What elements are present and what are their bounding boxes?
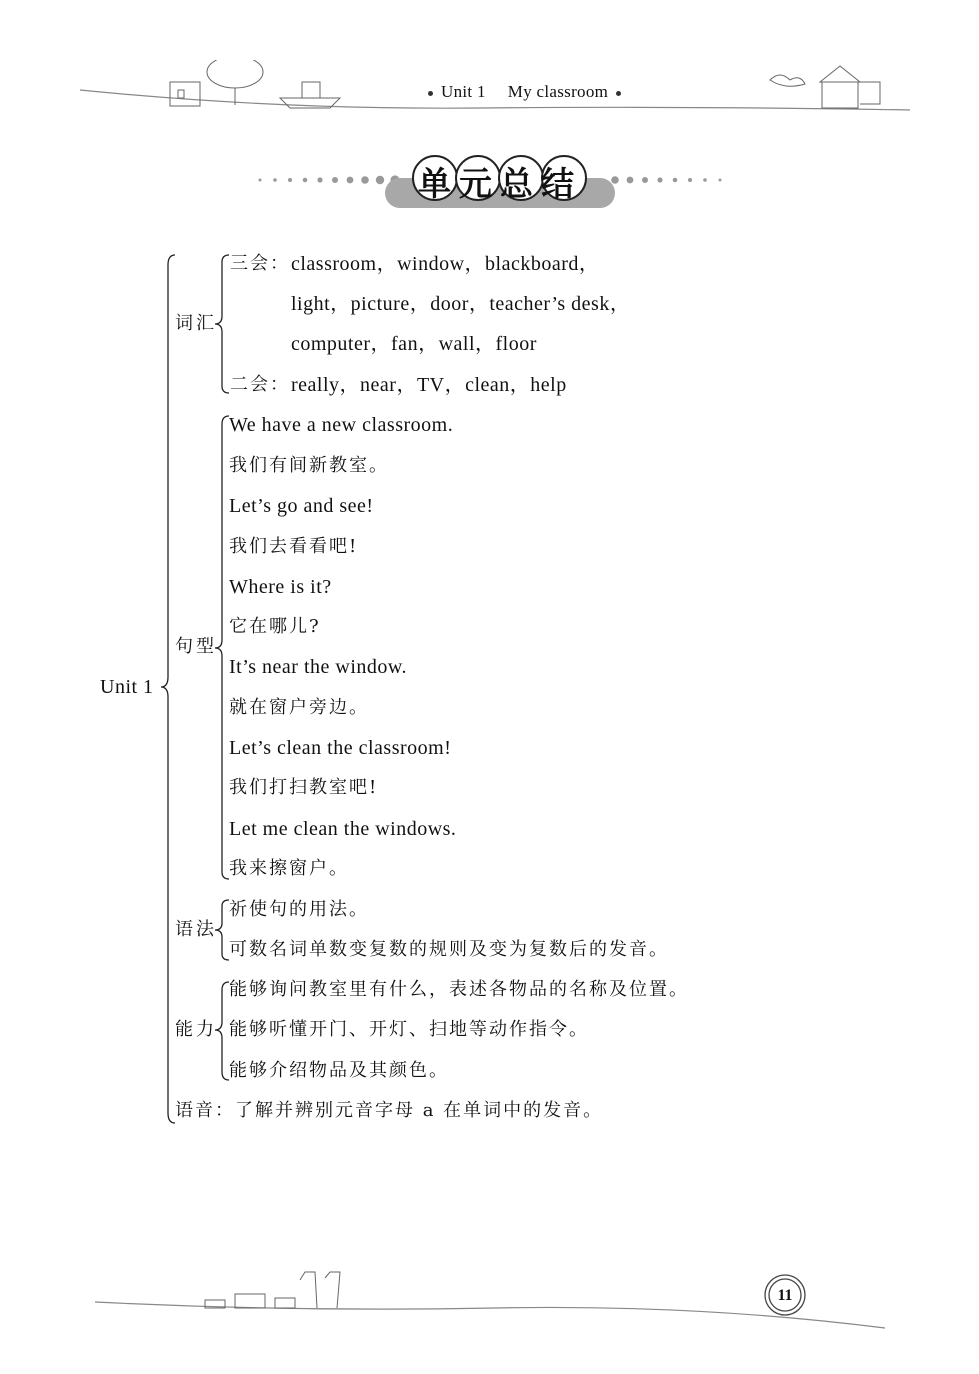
header-title: My classroom bbox=[507, 82, 609, 101]
erhui-prefix: 二会： bbox=[230, 374, 290, 395]
grammar-brace bbox=[215, 900, 229, 960]
city-skyline-icon bbox=[205, 1272, 340, 1308]
ability-item: 能够介绍物品及其颜色。 bbox=[229, 1060, 449, 1081]
sentence-item: 我们有间新教室。 bbox=[229, 455, 389, 476]
unit-label: Unit 1 bbox=[100, 676, 154, 698]
vocab-label: 词汇 bbox=[175, 313, 217, 334]
page-number: 11 bbox=[777, 1287, 793, 1304]
sentence-item: Let me clean the windows. bbox=[229, 818, 457, 840]
grammar-item: 祈使句的用法。 bbox=[229, 899, 369, 920]
sentence-item: 我来擦窗户。 bbox=[229, 858, 349, 879]
grammar-label: 语法 bbox=[175, 919, 217, 940]
ability-brace bbox=[215, 982, 229, 1080]
vocab-line: light，picture，door，teacher’s desk， bbox=[291, 293, 631, 315]
sentence-item: 我们打扫教室吧! bbox=[229, 777, 379, 798]
footer-decoration bbox=[95, 1270, 895, 1340]
sentence-item: We have a new classroom. bbox=[229, 414, 454, 436]
vocab-line: computer，fan，wall，floor bbox=[291, 333, 537, 355]
sentence-item: 我们去看看吧! bbox=[229, 536, 359, 557]
sentences-label: 句型 bbox=[175, 636, 217, 657]
sentence-item: Let’s clean the classroom! bbox=[229, 737, 452, 759]
ability-item: 能够询问教室里有什么，表述各物品的名称及位置。 bbox=[229, 979, 689, 1000]
vocab-line: classroom，window，blackboard， bbox=[291, 253, 600, 275]
sentence-item: 就在窗户旁边。 bbox=[229, 697, 369, 718]
section-title: 单元总结 bbox=[418, 164, 582, 203]
sentence-item: Where is it? bbox=[229, 576, 332, 598]
phonics-line: 语音：了解并辨别元音字母 a 在单词中的发音。 bbox=[175, 1100, 604, 1121]
unit-brace bbox=[161, 255, 175, 1123]
ability-label: 能力 bbox=[175, 1019, 217, 1040]
ability-item: 能够听懂开门、开灯、扫地等动作指令。 bbox=[229, 1019, 589, 1040]
sentence-item: 它在哪儿? bbox=[229, 616, 321, 637]
sentence-item: Let’s go and see! bbox=[229, 495, 374, 517]
vocab-line: really，near，TV，clean，help bbox=[291, 374, 567, 396]
header-unit: Unit 1 bbox=[441, 82, 486, 101]
vocab-brace bbox=[215, 255, 229, 393]
sentences-brace bbox=[215, 416, 229, 879]
sanhui-prefix: 三会： bbox=[230, 253, 290, 274]
sentence-item: It’s near the window. bbox=[229, 656, 408, 678]
grammar-item: 可数名词单数变复数的规则及变为复数后的发音。 bbox=[229, 939, 669, 960]
